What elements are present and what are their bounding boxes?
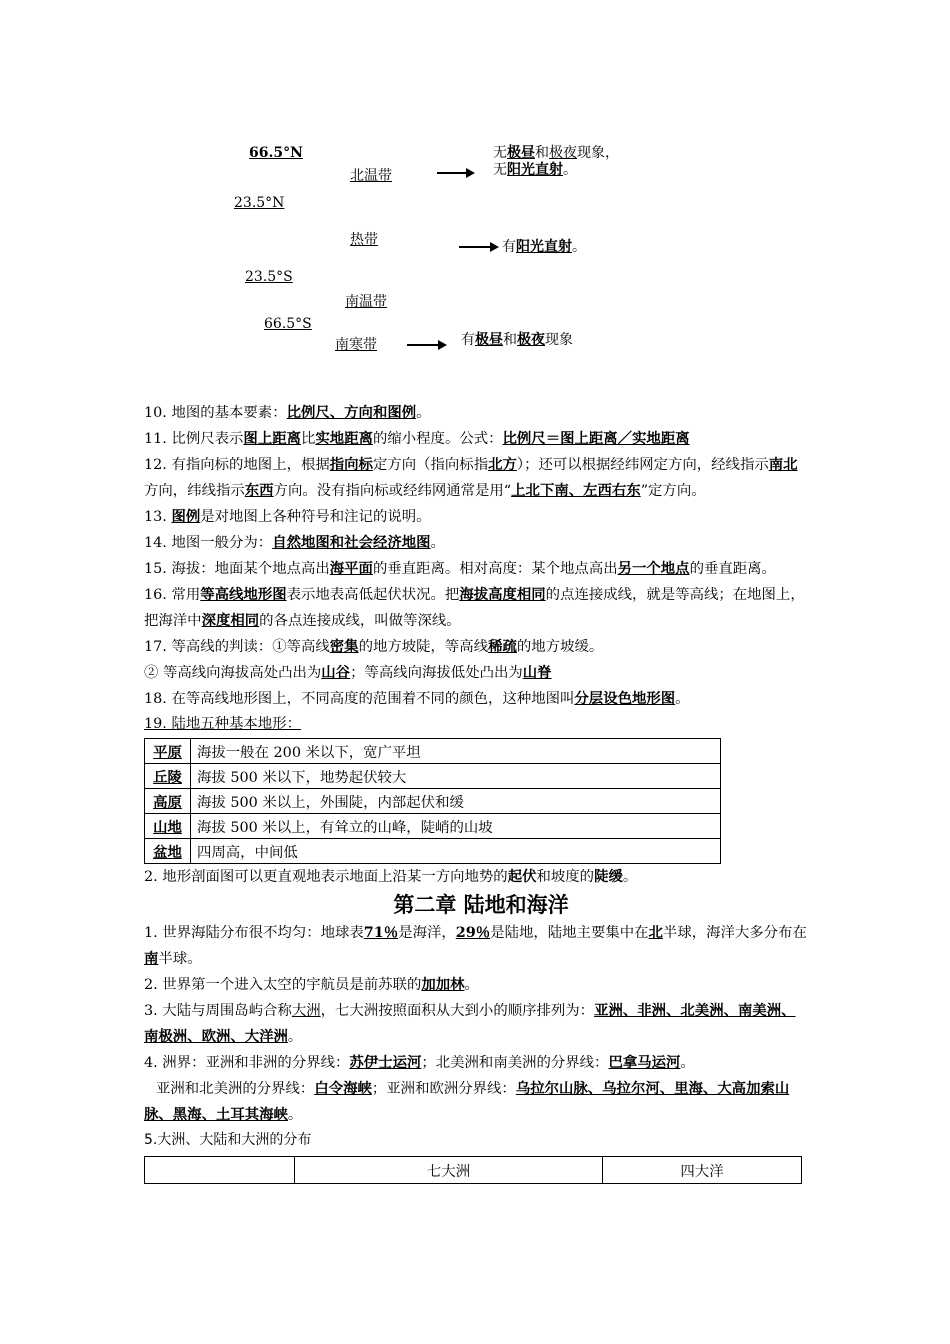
study-notes	[144, 400, 808, 1184]
tropical-description: 有阳光直射。	[502, 239, 586, 255]
chapter2-item-1: 1. 世界海陆分布很不均匀：地球表71％是海洋，29％是陆地，陆地主要集中在北半球，海洋大多分布在南半球。	[144, 924, 807, 967]
table-header-cell	[145, 1157, 295, 1184]
arrow-right-icon	[407, 339, 447, 351]
terrain-desc: 海拔 500 米以下，地势起伏较大	[191, 764, 721, 789]
terrain-name: 平原	[145, 739, 191, 764]
item-12: 12. 有指向标的地图上，根据指向标定方向（指向标指北方）；还可以根据经纬网定方向，经线指示南北方向，纬线指示东西方向。没有指向标或经纬网通常是用“上北下南、左西右东”定方向。	[144, 456, 798, 499]
latitude-23-5-s: 23.5°S	[245, 269, 293, 285]
table-header-cell: 四大洋	[603, 1157, 802, 1184]
item-19: 19. 陆地五种基本地形：	[144, 716, 301, 732]
tropical-zone-label: 热带	[350, 232, 378, 248]
arrow-right-icon	[437, 167, 475, 179]
chapter2-item-4b: 亚洲和北美洲的分界线：白令海峡；亚洲和欧洲分界线：乌拉尔山脉、乌拉尔河、里海、大高加索山脉、黑海、土耳其海峡。	[144, 1080, 790, 1123]
frigid-description: 有极昼和极夜现象	[461, 332, 573, 348]
item-16: 16. 常用等高线地形图表示地表高低起伏状况。把海拔高度相同的点连接成线，就是等高线；在地图上，把海洋中深度相同的各点连接成线，叫做等深线。	[144, 586, 805, 629]
terrain-table	[144, 738, 721, 864]
table-row	[145, 789, 721, 814]
chapter2-item-5: 5.大洲、大陆和大洲的分布	[144, 1132, 312, 1148]
item-10: 10. 地图的基本要素：比例尺、方向和图例。	[144, 404, 431, 421]
terrain-name: 山地	[145, 814, 191, 839]
south-temperate-zone-label: 南温带	[345, 294, 387, 310]
latitude-66-5-n: 66.5°N	[249, 145, 303, 161]
item-14: 14. 地图一般分为：自然地图和社会经济地图。	[144, 534, 445, 551]
table-row	[145, 739, 721, 764]
table-header-cell: 七大洲	[295, 1157, 603, 1184]
item-13: 13. 图例是对地图上各种符号和注记的说明。	[144, 508, 431, 525]
terrain-desc: 海拔一般在 200 米以下，宽广平坦	[191, 739, 721, 764]
item-15: 15. 海拔：地面某个地点高出海平面的垂直距离。相对高度：某个地点高出另一个地点的垂直距离。	[144, 560, 776, 577]
item-18: 18. 在等高线地形图上，不同高度的范围着不同的颜色，这种地图叫分层设色地形图。	[144, 690, 690, 707]
item-17b: ② 等高线向海拔高处凸出为山谷；等高线向海拔低处凸出为山脊	[144, 664, 552, 681]
table-row	[145, 814, 721, 839]
arrow-right-icon	[459, 241, 499, 253]
chapter-title: 第二章 陆地和海洋	[393, 892, 569, 917]
latitude-23-5-n: 23.5°N	[234, 195, 285, 211]
terrain-name: 高原	[145, 789, 191, 814]
distribution-table	[144, 1156, 802, 1184]
chapter2-item-2: 2. 世界第一个进入太空的宇航员是前苏联的加加林。	[144, 976, 479, 993]
temperate-description-line2: 无阳光直射。	[493, 162, 577, 178]
terrain-desc: 四周高，中间低	[191, 839, 721, 864]
terrain-name: 丘陵	[145, 764, 191, 789]
table-header-row	[145, 1157, 802, 1184]
latitude-66-5-s: 66.5°S	[264, 316, 312, 332]
item-17: 17. 等高线的判读：①等高线密集的地方坡陡，等高线稀疏的地方坡缓。	[144, 638, 604, 655]
terrain-desc: 海拔 500 米以上，外围陡，内部起伏和缓	[191, 789, 721, 814]
terrain-desc: 海拔 500 米以上，有耸立的山峰，陡峭的山坡	[191, 814, 721, 839]
item-11: 11. 比例尺表示图上距离比实地距离的缩小程度。公式：比例尺＝图上距离／实地距离	[144, 430, 690, 447]
north-temperate-zone-label: 北温带	[350, 168, 392, 184]
chapter2-item-4: 4. 洲界：亚洲和非洲的分界线：苏伊士运河；北美洲和南美洲的分界线：巴拿马运河。	[144, 1054, 695, 1071]
temperate-description-line1: 无极昼和极夜现象，	[493, 145, 619, 161]
chapter2-item-3: 3. 大陆与周围岛屿合称大洲，七大洲按照面积从大到小的顺序排列为：亚洲、非洲、北美洲、南美洲、南极洲、欧洲、大洋洲。	[144, 1002, 796, 1045]
terrain-name: 盆地	[145, 839, 191, 864]
south-frigid-zone-label: 南寒带	[335, 337, 377, 353]
table-row	[145, 839, 721, 864]
item-20: 2. 地形剖面图可以更直观地表示地面上沿某一方向地势的起伏和坡度的陡缓。	[144, 868, 638, 885]
table-row	[145, 764, 721, 789]
